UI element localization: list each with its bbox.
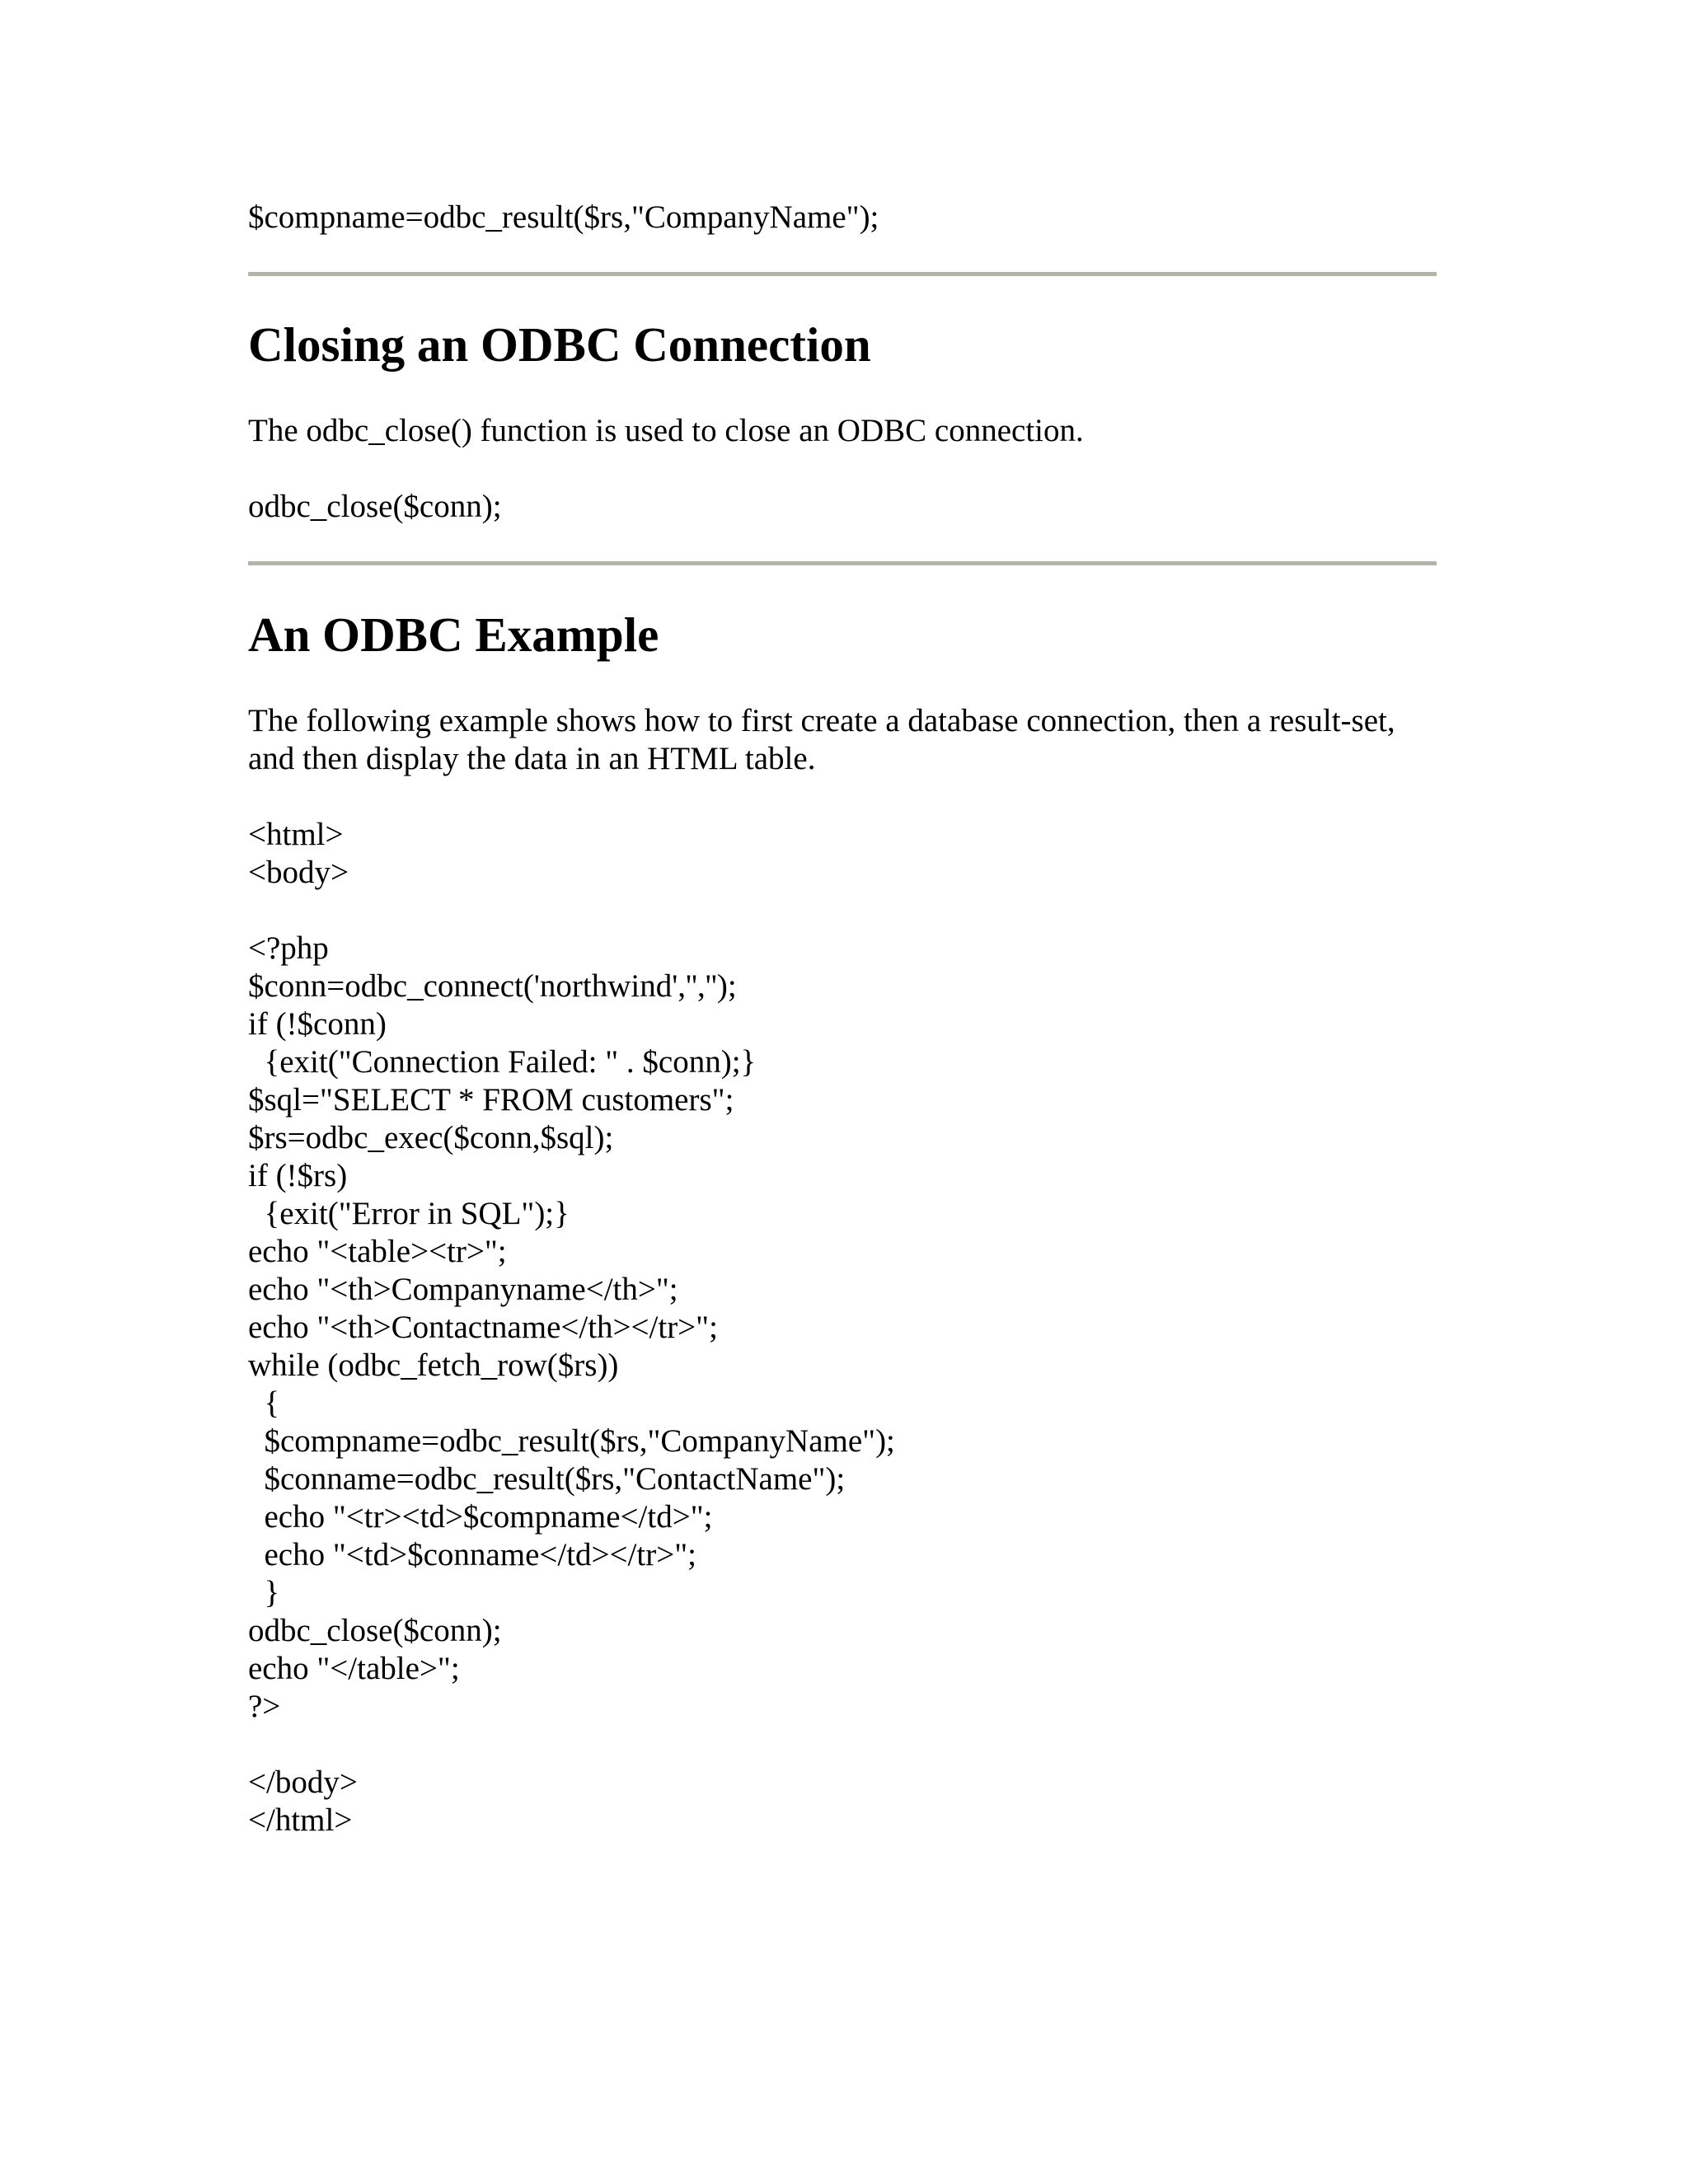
code-line: $rs=odbc_exec($conn,$sql); [248, 1120, 614, 1155]
code-line: echo "<th>Contactname</th></tr>"; [248, 1310, 718, 1345]
section-description-closing: The odbc_close() function is used to close an ODBC connection. [248, 413, 1084, 448]
section-title-closing: Closing an ODBC Connection [248, 317, 871, 372]
code-line: odbc_close($conn); [248, 1613, 502, 1648]
code-line: $sql="SELECT * FROM customers"; [248, 1082, 734, 1118]
code-line: } [248, 1575, 280, 1610]
code-line: $conname=odbc_result($rs,"ContactName"); [248, 1461, 846, 1497]
code-line: echo "<table><tr>"; [248, 1234, 507, 1269]
code-line: if (!$conn) [248, 1006, 387, 1042]
code-line: <body> [248, 855, 349, 890]
code-line: if (!$rs) [248, 1158, 348, 1193]
code-line: <?php [248, 930, 329, 966]
example-description-line: The following example shows how to first create a database connection, then a result-set, [248, 703, 1395, 738]
code-line: { [248, 1385, 280, 1421]
code-line: {exit("Error in SQL");} [248, 1196, 570, 1231]
code-line: $conn=odbc_connect('northwind','',''); [248, 968, 737, 1004]
code-line: while (odbc_fetch_row($rs)) [248, 1347, 619, 1383]
code-line-close: odbc_close($conn); [248, 489, 502, 524]
example-description-line: and then display the data in an HTML table. [248, 741, 816, 776]
horizontal-rule-2 [248, 561, 1437, 565]
code-line: </html> [248, 1802, 353, 1838]
code-line: echo "<td>$conname</td></tr>"; [248, 1537, 696, 1572]
code-line: {exit("Connection Failed: " . $conn);} [248, 1044, 757, 1080]
code-line: <html> [248, 817, 344, 852]
code-line: echo "</table>"; [248, 1651, 460, 1686]
top-code-line: $compname=odbc_result($rs,"CompanyName"); [248, 199, 879, 235]
section-title-example: An ODBC Example [248, 607, 659, 662]
code-line: echo "<tr><td>$compname</td>"; [248, 1499, 713, 1535]
code-line: </body> [248, 1765, 358, 1800]
horizontal-rule-1 [248, 272, 1437, 276]
code-line: echo "<th>Companyname</th>"; [248, 1272, 678, 1307]
code-line: $compname=odbc_result($rs,"CompanyName"); [248, 1423, 895, 1459]
code-line: ?> [248, 1689, 281, 1724]
